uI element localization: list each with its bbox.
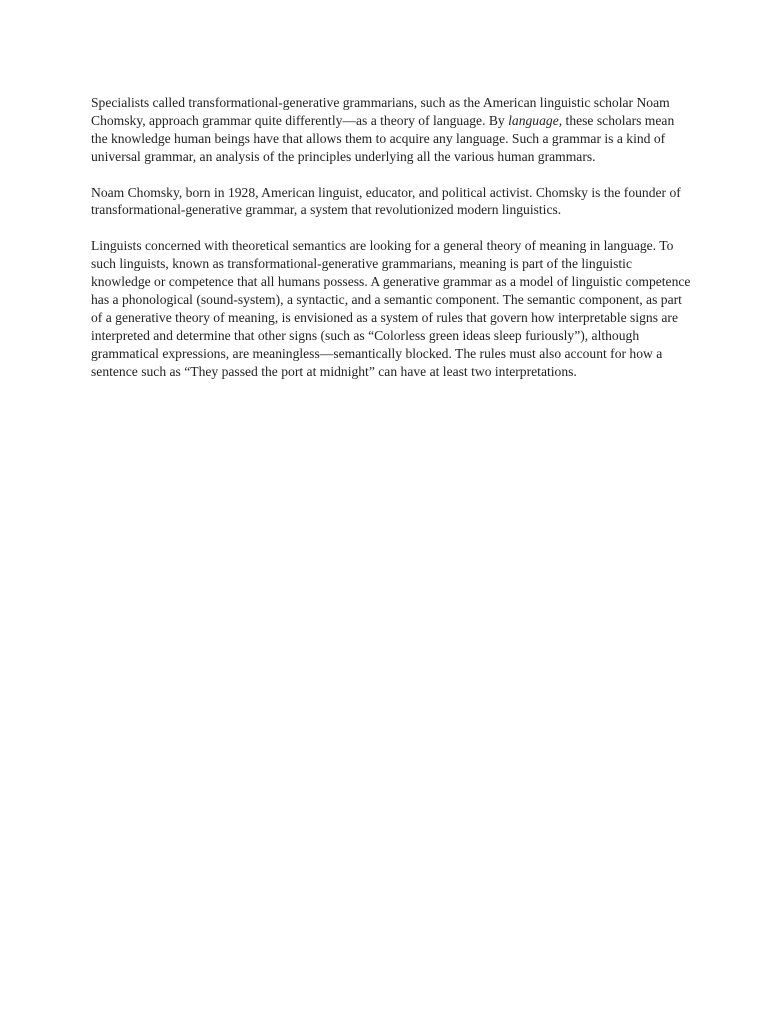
paragraph-theoretical-semantics: Linguists concerned with theoretical semantics are looking for a general theory of meaning in language. To such linguists, known as transformational-generative grammarians, meaning is part of the linguistic knowledge or competence that all humans possess. A generative grammar as a model of linguistic competence has a phonological (sound-system), a syntactic, and a semantic component. The semantic component, as part of a generative theory of meaning, is envisioned as a system of rules that govern how interpretable signs are interpreted and determine that other signs (such as “Colorless green ideas sleep furiously”), although grammatical expressions, are meaningless—semantically blocked. The rules must also account for how a sentence such as “They passed the port at midnight” can have at least two interpretations. (91, 238, 691, 379)
paragraph-chomsky-bio: Noam Chomsky, born in 1928, American linguist, educator, and political activist. Chomsky is the founder of transformational-generative grammar, a system that revolutionized modern linguistics. (91, 184, 681, 218)
paragraph-generative-grammarians (91, 94, 691, 166)
paragraph-text: these scholars mean the knowledge human beings have that allows them to acquire any language. Such a grammar is a kind of universal grammar, an analysis of the principles underlying all the various human grammars. (91, 112, 675, 164)
paragraph-text: Specialists called transformational-generative grammarians, such as the American linguistic scholar Noam Chomsky, approach grammar quite differently—as a theory of language. By (91, 95, 670, 128)
document-body (91, 94, 691, 398)
emphasized-term: language, (508, 112, 563, 128)
